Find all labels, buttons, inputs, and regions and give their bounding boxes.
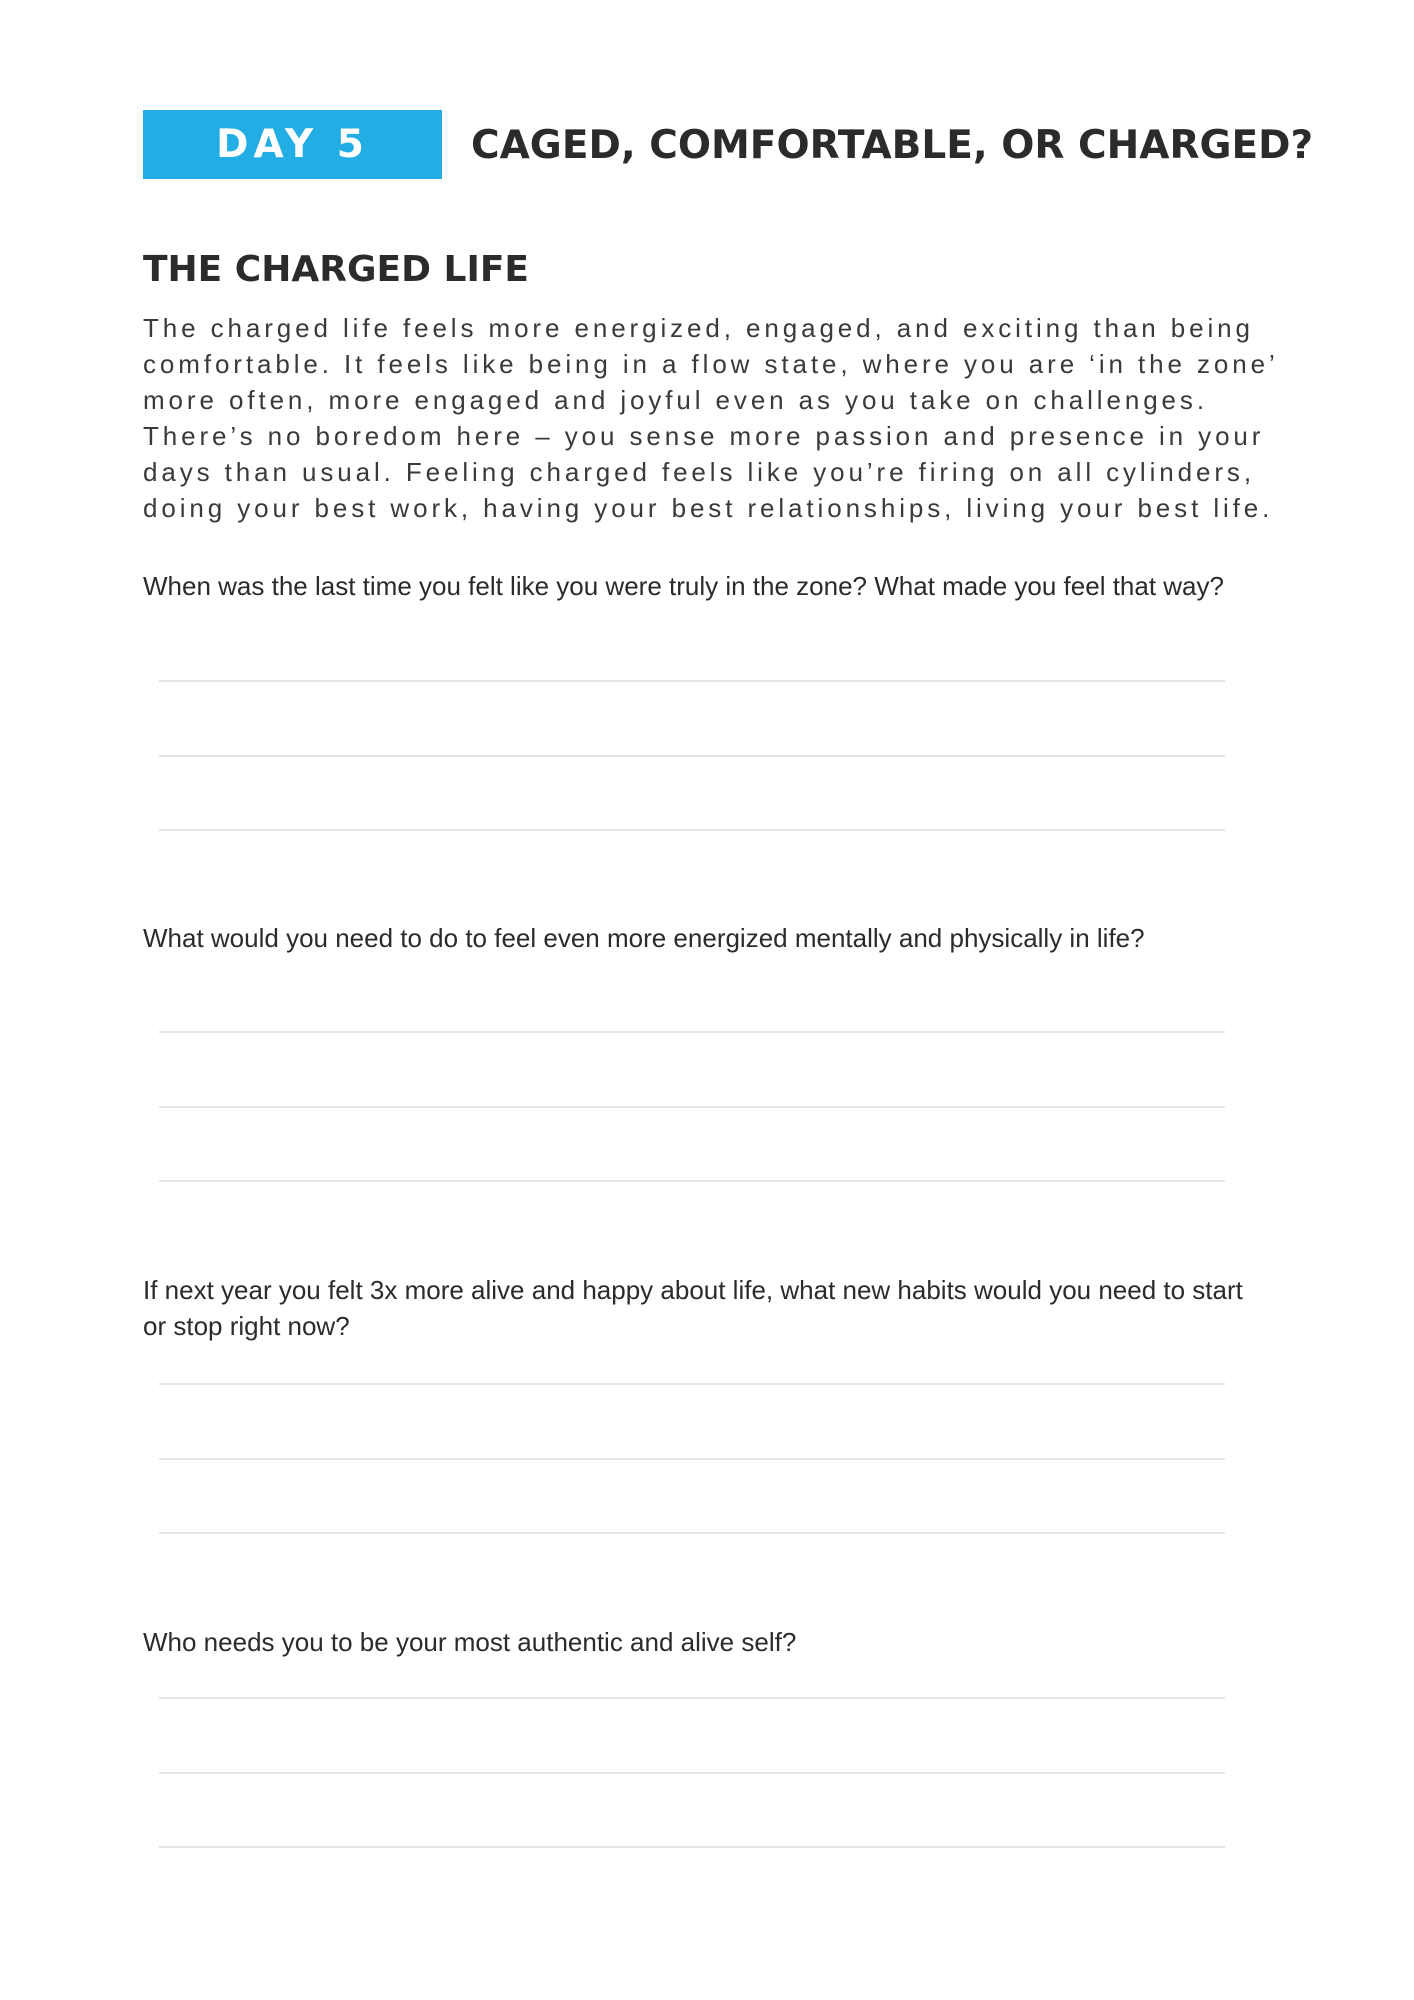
paragraph-line: There’s no boredom here – you sense more passion and presence in your	[143, 421, 1265, 451]
paragraph-line: more often, more engaged and joyful even as you take on challenges.	[143, 385, 1208, 415]
paragraph-line: comfortable. It feels like being in a flow state, where you are ‘in the zone’	[143, 349, 1279, 379]
paragraph-line: days than usual. Feeling charged feels like you’re firing on all cylinders,	[143, 457, 1255, 487]
question-4: Who needs you to be your most authentic and alive self?	[143, 1627, 797, 1657]
page-title: CAGED, COMFORTABLE, OR CHARGED?	[471, 123, 1314, 168]
answer-line[interactable]	[159, 1772, 1225, 1774]
answer-line[interactable]	[159, 1383, 1225, 1385]
paragraph-line: The charged life feels more energized, engaged, and exciting than being	[143, 313, 1254, 343]
answer-line[interactable]	[159, 1180, 1225, 1182]
paragraph-line: doing your best work, having your best relationships, living your best life.	[143, 493, 1274, 523]
day-badge	[143, 110, 442, 179]
question-1: When was the last time you felt like you were truly in the zone? What made you feel that way?	[143, 571, 1224, 601]
section-heading: THE CHARGED LIFE	[143, 249, 530, 290]
answer-line[interactable]	[159, 1532, 1225, 1534]
question-3: If next year you felt 3x more alive and happy about life, what new habits would you need to start or stop right now?	[143, 1275, 1243, 1341]
answer-line[interactable]	[159, 829, 1225, 831]
answer-line[interactable]	[159, 1697, 1225, 1699]
answer-line[interactable]	[159, 680, 1225, 682]
answer-line[interactable]	[159, 1458, 1225, 1460]
question-2: What would you need to do to feel even more energized mentally and physically in life?	[143, 923, 1145, 953]
day-label: DAY 5	[216, 122, 369, 167]
answer-line[interactable]	[159, 1846, 1225, 1848]
intro-paragraph	[143, 310, 1303, 526]
answer-line[interactable]	[159, 1106, 1225, 1108]
answer-line[interactable]	[159, 1031, 1225, 1033]
answer-line[interactable]	[159, 755, 1225, 757]
